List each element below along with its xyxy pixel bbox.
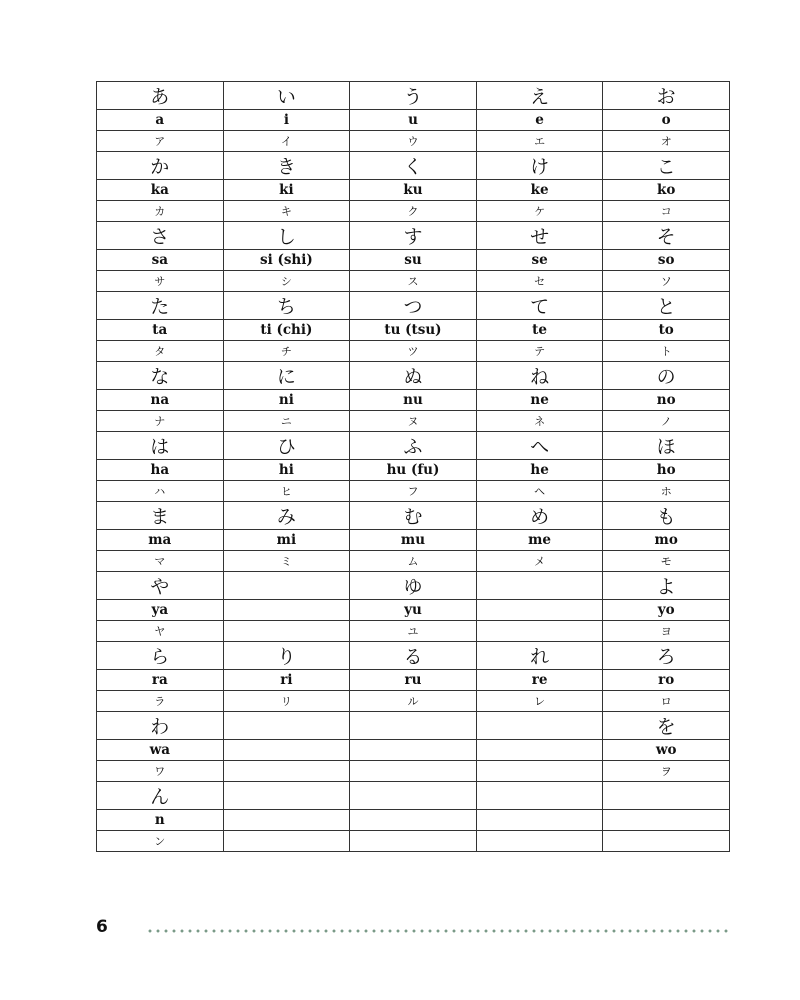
romaji-cell: wo <box>603 740 730 761</box>
romaji-row <box>97 110 730 131</box>
romaji-cell <box>350 810 477 831</box>
romaji-cell: n <box>97 810 224 831</box>
kana-chart-body <box>97 82 730 852</box>
romaji-cell: ki <box>223 180 350 201</box>
katakana-cell <box>223 831 350 852</box>
katakana-row <box>97 131 730 152</box>
katakana-cell <box>476 621 603 642</box>
katakana-cell: セ <box>476 271 603 292</box>
katakana-cell: チ <box>223 341 350 362</box>
hiragana-cell <box>223 712 350 740</box>
romaji-cell: ko <box>603 180 730 201</box>
hiragana-cell: か <box>97 152 224 180</box>
hiragana-cell: ひ <box>223 432 350 460</box>
romaji-cell: ka <box>97 180 224 201</box>
katakana-cell: ス <box>350 271 477 292</box>
romaji-cell: ya <box>97 600 224 621</box>
hiragana-cell <box>350 712 477 740</box>
romaji-cell: yo <box>603 600 730 621</box>
katakana-cell: イ <box>223 131 350 152</box>
hiragana-cell <box>223 572 350 600</box>
romaji-cell: so <box>603 250 730 271</box>
katakana-cell: ン <box>97 831 224 852</box>
romaji-cell: mi <box>223 530 350 551</box>
katakana-cell: コ <box>603 201 730 222</box>
hiragana-cell: た <box>97 292 224 320</box>
hiragana-row <box>97 222 730 250</box>
romaji-cell: me <box>476 530 603 551</box>
romaji-cell <box>350 740 477 761</box>
hiragana-cell: け <box>476 152 603 180</box>
hiragana-cell: う <box>350 82 477 110</box>
katakana-cell: ミ <box>223 551 350 572</box>
katakana-cell: ヲ <box>603 761 730 782</box>
romaji-cell: su <box>350 250 477 271</box>
romaji-cell: ku <box>350 180 477 201</box>
katakana-row <box>97 201 730 222</box>
romaji-row <box>97 670 730 691</box>
hiragana-cell: き <box>223 152 350 180</box>
romaji-row <box>97 250 730 271</box>
katakana-cell: ロ <box>603 691 730 712</box>
hiragana-cell: つ <box>350 292 477 320</box>
katakana-cell: モ <box>603 551 730 572</box>
romaji-cell: tu (tsu) <box>350 320 477 341</box>
hiragana-cell: さ <box>97 222 224 250</box>
romaji-row <box>97 390 730 411</box>
hiragana-cell: れ <box>476 642 603 670</box>
katakana-cell: ハ <box>97 481 224 502</box>
katakana-cell: マ <box>97 551 224 572</box>
romaji-cell: si (shi) <box>223 250 350 271</box>
hiragana-cell: と <box>603 292 730 320</box>
romaji-cell: mu <box>350 530 477 551</box>
romaji-cell: ta <box>97 320 224 341</box>
katakana-cell: フ <box>350 481 477 502</box>
hiragana-row <box>97 82 730 110</box>
romaji-cell: sa <box>97 250 224 271</box>
katakana-cell: タ <box>97 341 224 362</box>
hiragana-cell: に <box>223 362 350 390</box>
romaji-cell: ho <box>603 460 730 481</box>
katakana-cell: メ <box>476 551 603 572</box>
katakana-cell <box>476 761 603 782</box>
hiragana-cell: め <box>476 502 603 530</box>
katakana-row <box>97 271 730 292</box>
romaji-cell: na <box>97 390 224 411</box>
katakana-cell: ラ <box>97 691 224 712</box>
hiragana-row <box>97 502 730 530</box>
katakana-cell: ツ <box>350 341 477 362</box>
romaji-cell: yu <box>350 600 477 621</box>
romaji-cell: hi <box>223 460 350 481</box>
katakana-row <box>97 551 730 572</box>
hiragana-cell: お <box>603 82 730 110</box>
romaji-row <box>97 810 730 831</box>
romaji-cell: ti (chi) <box>223 320 350 341</box>
romaji-cell <box>476 810 603 831</box>
hiragana-cell: ゆ <box>350 572 477 600</box>
hiragana-cell <box>476 712 603 740</box>
romaji-cell: ke <box>476 180 603 201</box>
hiragana-cell: む <box>350 502 477 530</box>
hiragana-cell: る <box>350 642 477 670</box>
romaji-row <box>97 460 730 481</box>
hiragana-cell <box>603 782 730 810</box>
hiragana-row <box>97 292 730 320</box>
romaji-cell: o <box>603 110 730 131</box>
hiragana-cell: も <box>603 502 730 530</box>
romaji-cell: re <box>476 670 603 691</box>
katakana-cell: ウ <box>350 131 477 152</box>
katakana-cell: ホ <box>603 481 730 502</box>
hiragana-cell: へ <box>476 432 603 460</box>
katakana-cell: ヌ <box>350 411 477 432</box>
katakana-cell: ル <box>350 691 477 712</box>
hiragana-cell: そ <box>603 222 730 250</box>
romaji-cell: se <box>476 250 603 271</box>
katakana-cell: ム <box>350 551 477 572</box>
hiragana-cell: ほ <box>603 432 730 460</box>
katakana-cell: ヤ <box>97 621 224 642</box>
romaji-cell: ru <box>350 670 477 691</box>
katakana-cell: カ <box>97 201 224 222</box>
hiragana-cell <box>223 782 350 810</box>
katakana-cell: ヒ <box>223 481 350 502</box>
romaji-cell: ni <box>223 390 350 411</box>
katakana-row <box>97 481 730 502</box>
hiragana-cell: ま <box>97 502 224 530</box>
hiragana-cell: の <box>603 362 730 390</box>
katakana-cell: レ <box>476 691 603 712</box>
hiragana-row <box>97 152 730 180</box>
romaji-cell <box>476 600 603 621</box>
katakana-cell: テ <box>476 341 603 362</box>
katakana-row <box>97 411 730 432</box>
katakana-row <box>97 341 730 362</box>
katakana-cell: ヘ <box>476 481 603 502</box>
hiragana-cell: は <box>97 432 224 460</box>
hiragana-cell: ふ <box>350 432 477 460</box>
romaji-cell <box>223 600 350 621</box>
hiragana-cell: み <box>223 502 350 530</box>
romaji-cell: nu <box>350 390 477 411</box>
katakana-cell <box>350 761 477 782</box>
katakana-cell: ケ <box>476 201 603 222</box>
hiragana-cell: ら <box>97 642 224 670</box>
romaji-cell: ne <box>476 390 603 411</box>
romaji-cell: ra <box>97 670 224 691</box>
romaji-cell: ma <box>97 530 224 551</box>
hiragana-cell: す <box>350 222 477 250</box>
katakana-cell: ネ <box>476 411 603 432</box>
kana-chart-table <box>96 81 730 852</box>
hiragana-cell: て <box>476 292 603 320</box>
romaji-cell: e <box>476 110 603 131</box>
romaji-row <box>97 320 730 341</box>
romaji-cell: mo <box>603 530 730 551</box>
hiragana-cell: い <box>223 82 350 110</box>
romaji-cell: to <box>603 320 730 341</box>
katakana-cell <box>603 831 730 852</box>
romaji-row <box>97 600 730 621</box>
romaji-cell <box>223 740 350 761</box>
romaji-cell: hu (fu) <box>350 460 477 481</box>
katakana-cell: ソ <box>603 271 730 292</box>
hiragana-row <box>97 572 730 600</box>
romaji-cell: wa <box>97 740 224 761</box>
romaji-cell: he <box>476 460 603 481</box>
romaji-cell: ri <box>223 670 350 691</box>
hiragana-cell: く <box>350 152 477 180</box>
hiragana-cell <box>476 782 603 810</box>
hiragana-cell <box>350 782 477 810</box>
romaji-cell <box>476 740 603 761</box>
katakana-cell: ワ <box>97 761 224 782</box>
katakana-cell: サ <box>97 271 224 292</box>
hiragana-cell: ぬ <box>350 362 477 390</box>
hiragana-cell: ね <box>476 362 603 390</box>
katakana-cell: ユ <box>350 621 477 642</box>
romaji-cell <box>223 810 350 831</box>
hiragana-cell: を <box>603 712 730 740</box>
hiragana-cell: あ <box>97 82 224 110</box>
romaji-cell: no <box>603 390 730 411</box>
hiragana-row <box>97 642 730 670</box>
hiragana-cell: よ <box>603 572 730 600</box>
footer-dotted-rule <box>146 929 730 933</box>
katakana-row <box>97 691 730 712</box>
hiragana-cell: や <box>97 572 224 600</box>
romaji-cell <box>603 810 730 831</box>
katakana-cell: エ <box>476 131 603 152</box>
katakana-cell: ク <box>350 201 477 222</box>
katakana-cell <box>350 831 477 852</box>
romaji-row <box>97 530 730 551</box>
hiragana-cell: ち <box>223 292 350 320</box>
katakana-cell: リ <box>223 691 350 712</box>
katakana-cell: ノ <box>603 411 730 432</box>
katakana-cell <box>223 761 350 782</box>
romaji-cell: a <box>97 110 224 131</box>
hiragana-row <box>97 782 730 810</box>
hiragana-cell: な <box>97 362 224 390</box>
romaji-cell: te <box>476 320 603 341</box>
romaji-row <box>97 180 730 201</box>
katakana-cell: オ <box>603 131 730 152</box>
katakana-cell <box>476 831 603 852</box>
romaji-cell: i <box>223 110 350 131</box>
hiragana-cell: こ <box>603 152 730 180</box>
katakana-cell: ア <box>97 131 224 152</box>
katakana-row <box>97 761 730 782</box>
hiragana-row <box>97 712 730 740</box>
hiragana-cell: え <box>476 82 603 110</box>
hiragana-cell: せ <box>476 222 603 250</box>
katakana-cell: キ <box>223 201 350 222</box>
hiragana-row <box>97 432 730 460</box>
hiragana-cell <box>476 572 603 600</box>
katakana-row <box>97 621 730 642</box>
romaji-cell: ha <box>97 460 224 481</box>
katakana-cell: ニ <box>223 411 350 432</box>
katakana-row <box>97 831 730 852</box>
hiragana-cell: り <box>223 642 350 670</box>
romaji-cell: u <box>350 110 477 131</box>
katakana-cell: ト <box>603 341 730 362</box>
hiragana-row <box>97 362 730 390</box>
katakana-cell: ナ <box>97 411 224 432</box>
hiragana-cell: し <box>223 222 350 250</box>
hiragana-cell: わ <box>97 712 224 740</box>
katakana-cell: ヨ <box>603 621 730 642</box>
romaji-row <box>97 740 730 761</box>
hiragana-cell: ろ <box>603 642 730 670</box>
katakana-cell <box>223 621 350 642</box>
katakana-cell: シ <box>223 271 350 292</box>
page-number: 6 <box>96 917 108 937</box>
romaji-cell: ro <box>603 670 730 691</box>
hiragana-cell: ん <box>97 782 224 810</box>
